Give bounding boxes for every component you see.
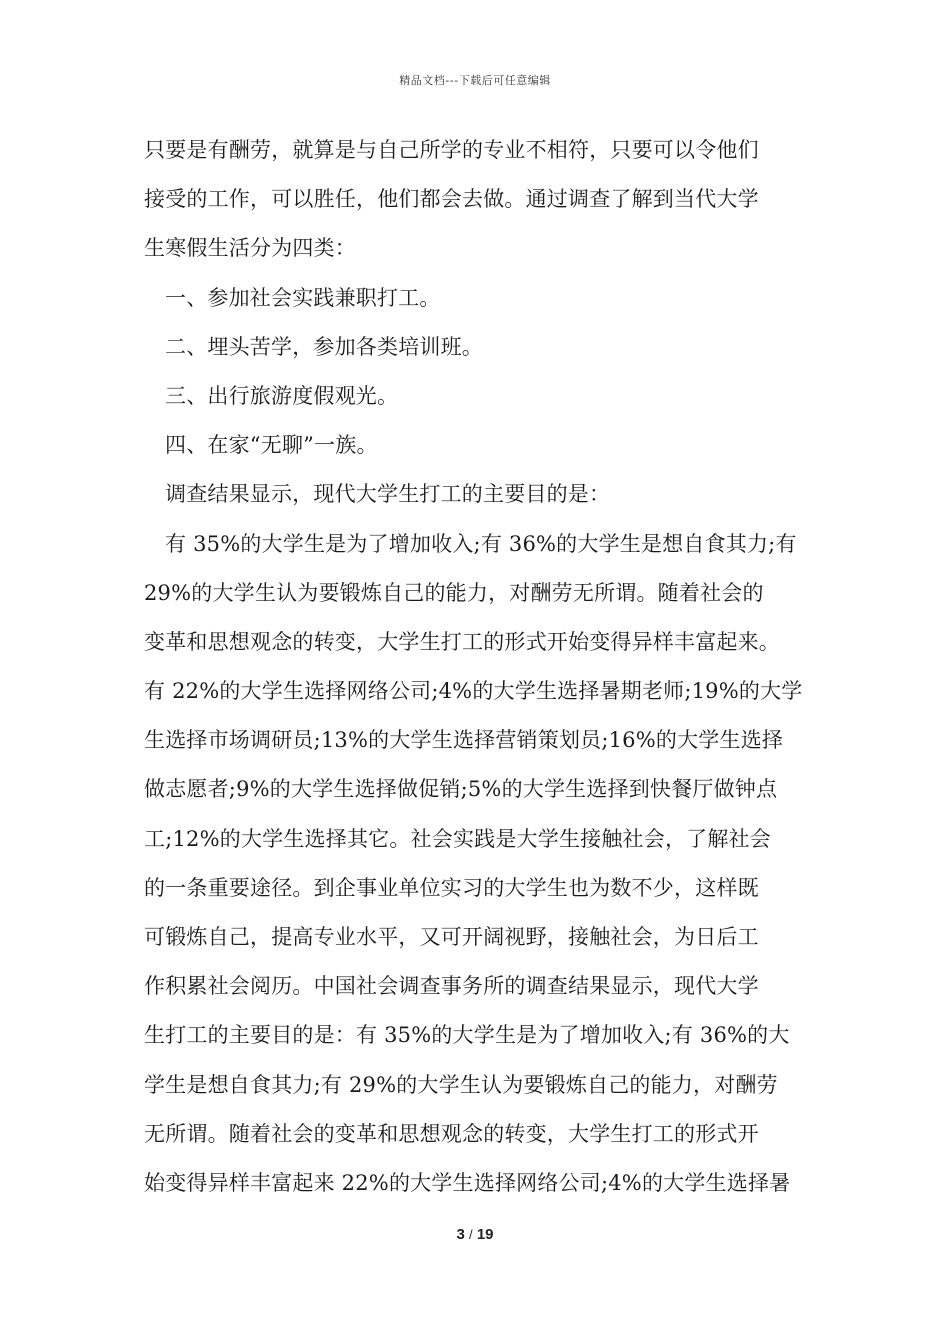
text-line: 三、出行旅游度假观光。 (165, 383, 399, 408)
text-line: 二、埋头苦学，参加各类培训班。 (165, 334, 483, 359)
text-line: 29%的大学生认为要锻炼自己的能力，对酬劳无所谓。随着社会的 (144, 580, 764, 605)
text-line: 有 22%的大学生选择网络公司;4%的大学生选择暑期老师;19%的大学 (144, 679, 803, 704)
text-line: 做志愿者;9%的大学生选择做促销;5%的大学生选择到快餐厅做钟点 (144, 777, 778, 802)
text-line: 有 35%的大学生是为了增加收入;有 36%的大学生是想自食其力;有 (165, 531, 797, 556)
text-line: 一、参加社会实践兼职打工。 (165, 285, 441, 310)
text-line: 无所谓。随着社会的变革和思想观念的转变，大学生打工的形式开 (144, 1121, 759, 1146)
page-header: 精品文档---下载后可任意编辑 (399, 74, 551, 87)
current-page: 3 (456, 1226, 465, 1243)
text-line: 生选择市场调研员;13%的大学生选择营销策划员;16%的大学生选择 (144, 728, 784, 753)
total-pages: 19 (476, 1226, 494, 1243)
document-body (144, 126, 814, 1208)
text-line: 生寒假生活分为四类： (144, 236, 356, 261)
text-line: 生打工的主要目的是：有 35%的大学生是为了增加收入;有 36%的大 (144, 1023, 790, 1048)
text-line: 的一条重要途径。到企事业单位实习的大学生也为数不少，这样既 (144, 875, 759, 900)
text-line: 可锻炼自己，提高专业水平，又可开阔视野，接触社会，为日后工 (144, 925, 759, 949)
text-line: 四、在家“无聊”一族。 (165, 433, 378, 458)
text-line: 作积累社会阅历。中国社会调查事务所的调查结果显示，现代大学 (144, 974, 759, 999)
text-line: 调查结果显示，现代大学生打工的主要目的是： (165, 482, 611, 507)
page-separator: / (469, 1227, 473, 1242)
text-line: 只要是有酬劳，就算是与自己所学的专业不相符，只要可以令他们 (144, 138, 759, 162)
text-line: 始变得异样丰富起来 22%的大学生选择网络公司;4%的大学生选择暑 (144, 1170, 791, 1195)
page-number (0, 1226, 950, 1243)
text-line: 工;12%的大学生选择其它。社会实践是大学生接触社会，了解社会 (144, 826, 771, 851)
text-line: 变革和思想观念的转变，大学生打工的形式开始变得异样丰富起来。 (144, 629, 780, 654)
text-line: 接受的工作，可以胜任，他们都会去做。通过调查了解到当代大学 (144, 187, 759, 212)
text-line: 学生是想自食其力;有 29%的大学生认为要锻炼自己的能力，对酬劳 (144, 1072, 778, 1097)
